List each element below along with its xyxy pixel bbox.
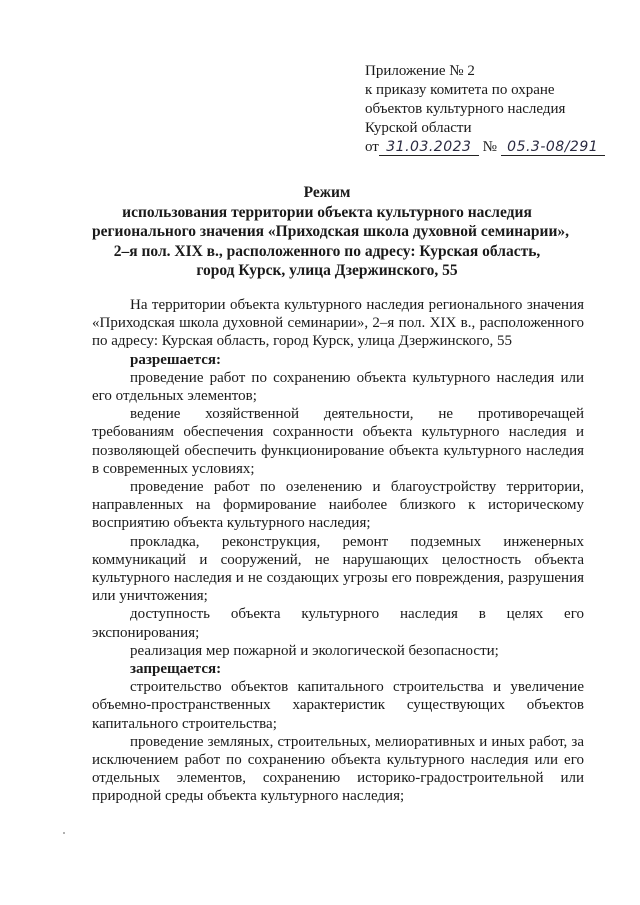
handwritten-date: 31.03.2023 [379,140,479,156]
title-line: Режим [303,184,351,201]
allowed-item: ведение хозяйственной деятельности, не противоречащей требованиям обеспечения сохранности объекта культурного наследия и позволяющей обеспечить функционирование объекта культурного наследия в современных условиях; [92,406,584,477]
title-line: регионального значения «Приходская школа духовной семинарии», [92,223,570,240]
document-title [92,183,570,281]
forbidden-item: строительство объектов капитального строительства и увеличение объемно-пространственных характеристик существующих объектов капитального строительства; [92,679,584,732]
number-label: № [482,139,497,155]
forbidden-heading: запрещается: [130,661,222,678]
annex-date-line [365,138,605,157]
intro-paragraph: На территории объекта культурного наследия регионального значения «Приходская школа духовной семинарии», 2–я пол. XIX в., расположенного по адресу: Курская область, город Курск, улица Дзержинского, 55 [92,297,584,350]
forbidden-item: проведение земляных, строительных, мелиоративных и иных работ, за исключением работ по сохранению объекта культурного наследия или его отдельных элементов, сохранению историко-градостроительной или природной среды объекта культурного наследия; [92,733,584,805]
allowed-item: проведение работ по сохранению объекта культурного наследия или его отдельных элементов; [92,369,584,405]
document-body [92,296,584,806]
allowed-item: доступность объекта культурного наследия в целях его экспонирования; [92,606,584,641]
allowed-item: прокладка, реконструкция, ремонт подземных инженерных коммуникаций и сооружений, не нарушающих целостность объекта культурного наследия и не создающих угрозы его повреждения, разрушения или уничтожения; [92,533,584,605]
allowed-item: проведение работ по озеленению и благоустройству территории, направленных на формирование наиболее близкого к историческому восприятию объекта культурного наследия; [92,479,584,532]
annex-title: Приложение № 2 [365,63,475,79]
allowed-item: реализация мер пожарной и экологической безопасности; [130,642,499,659]
annex-line: к приказу комитета по охране [365,82,555,98]
allowed-heading: разрешается: [130,351,222,368]
annex-block [365,62,605,157]
scan-speck [63,832,65,834]
from-label: от [365,139,379,155]
title-line: использования территории объекта культурного наследия [122,203,532,221]
title-line: город Курск, улица Дзержинского, 55 [196,262,458,279]
title-line: 2–я пол. XIX в., расположенного по адресу: Курская область, [113,242,541,260]
annex-line: объектов культурного наследия [365,101,566,117]
handwritten-number: 05.3-08/291 [501,140,605,156]
annex-line: Курской области [365,120,472,136]
